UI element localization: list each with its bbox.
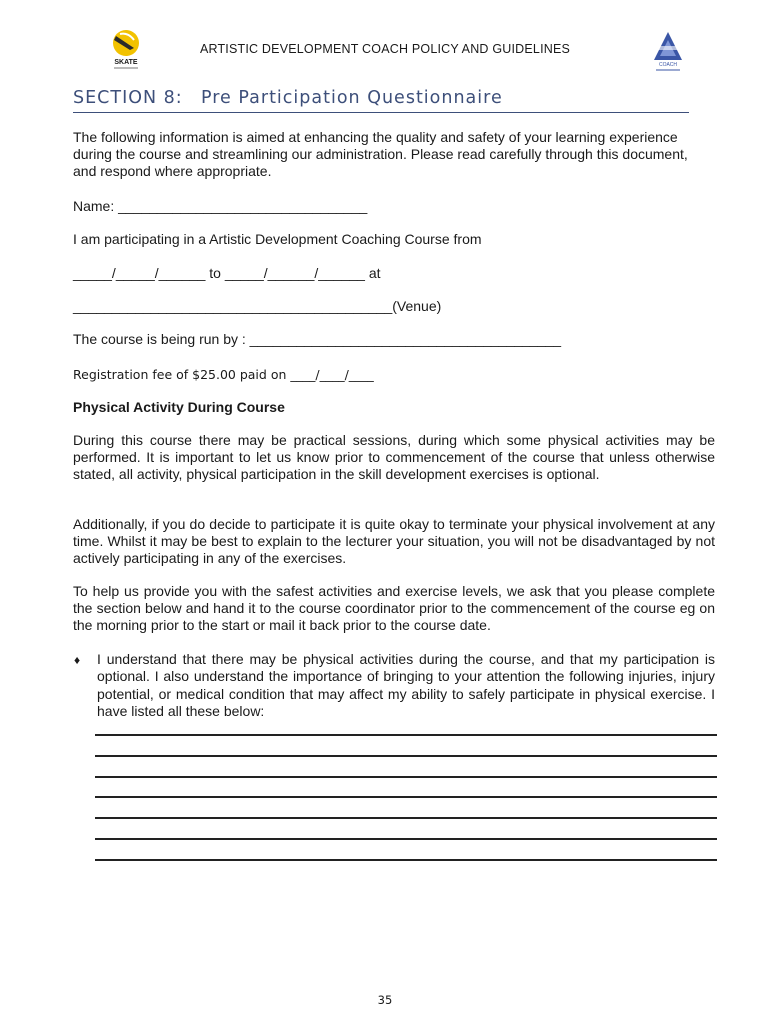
acknowledgement-text: I understand that there may be physical activities during the course, and that my participation is optional. I also understand the importance of bringing to your attention the following injuries, injury potential, or medical condition that may affect my ability to safely participate in physical exercise. I have listed all these below: [97, 651, 715, 720]
venue-field[interactable]: _________________________________________(Venue) [73, 298, 442, 314]
page-number: 35 [377, 993, 393, 1007]
bullet-diamond-icon: ♦ [74, 653, 81, 667]
section-title: Pre Participation Questionnaire [201, 88, 503, 108]
answer-line[interactable] [95, 838, 717, 840]
skate-logo-text: SKATE [114, 59, 138, 66]
physical-activity-heading: Physical Activity During Course [73, 399, 285, 415]
run-by-field[interactable]: The course is being run by : ________________________________________ [73, 331, 562, 347]
document-header-title: ARTISTIC DEVELOPMENT COACH POLICY AND GUIDELINES [199, 42, 571, 56]
physical-paragraph-1: During this course there may be practical sessions, during which some physical activities may be performed. It is important to let us know prior to commencement of the course that unless otherwise stated, all activity, physical participation in the skill development exercises is optional. [73, 432, 715, 483]
intro-paragraph: The following information is aimed at enhancing the quality and safety of your learning experience during the course and streamlining our administration. Please read carefully through this document, and respond where appropriate. [73, 129, 688, 180]
answer-line[interactable] [95, 734, 717, 736]
physical-paragraph-3: To help us provide you with the safest activities and exercise levels, we ask that you please complete the section below and hand it to the course coordinator prior to the commencement of the course eg on the morning prior to the start or mail it back prior to the course date. [73, 583, 715, 634]
answer-line[interactable] [95, 859, 717, 861]
physical-paragraph-2: Additionally, if you do decide to participate it is quite okay to terminate your physical involvement at any time. Whilst it may be best to explain to the lecturer your situation, you will not be disadvantaged by not actively participating in any of the exercises. [73, 516, 715, 567]
section-label: SECTION 8: [73, 88, 183, 108]
answer-line[interactable] [95, 776, 717, 778]
section-title-underline [73, 112, 689, 113]
participating-text: I am participating in a Artistic Development Coaching Course from [73, 231, 482, 247]
name-field[interactable]: Name: ________________________________ [73, 198, 368, 214]
course-dates-field[interactable]: _____/_____/______ to _____/______/______ at [73, 265, 381, 281]
coach-logo-icon [650, 30, 686, 72]
answer-line[interactable] [95, 755, 717, 757]
coach-logo-text: COACH [658, 62, 678, 68]
answer-line[interactable] [95, 817, 717, 819]
section-heading [73, 88, 503, 108]
answer-line[interactable] [95, 796, 717, 798]
registration-fee-field[interactable]: Registration fee of $25.00 paid on ____/____/____ [73, 367, 374, 382]
